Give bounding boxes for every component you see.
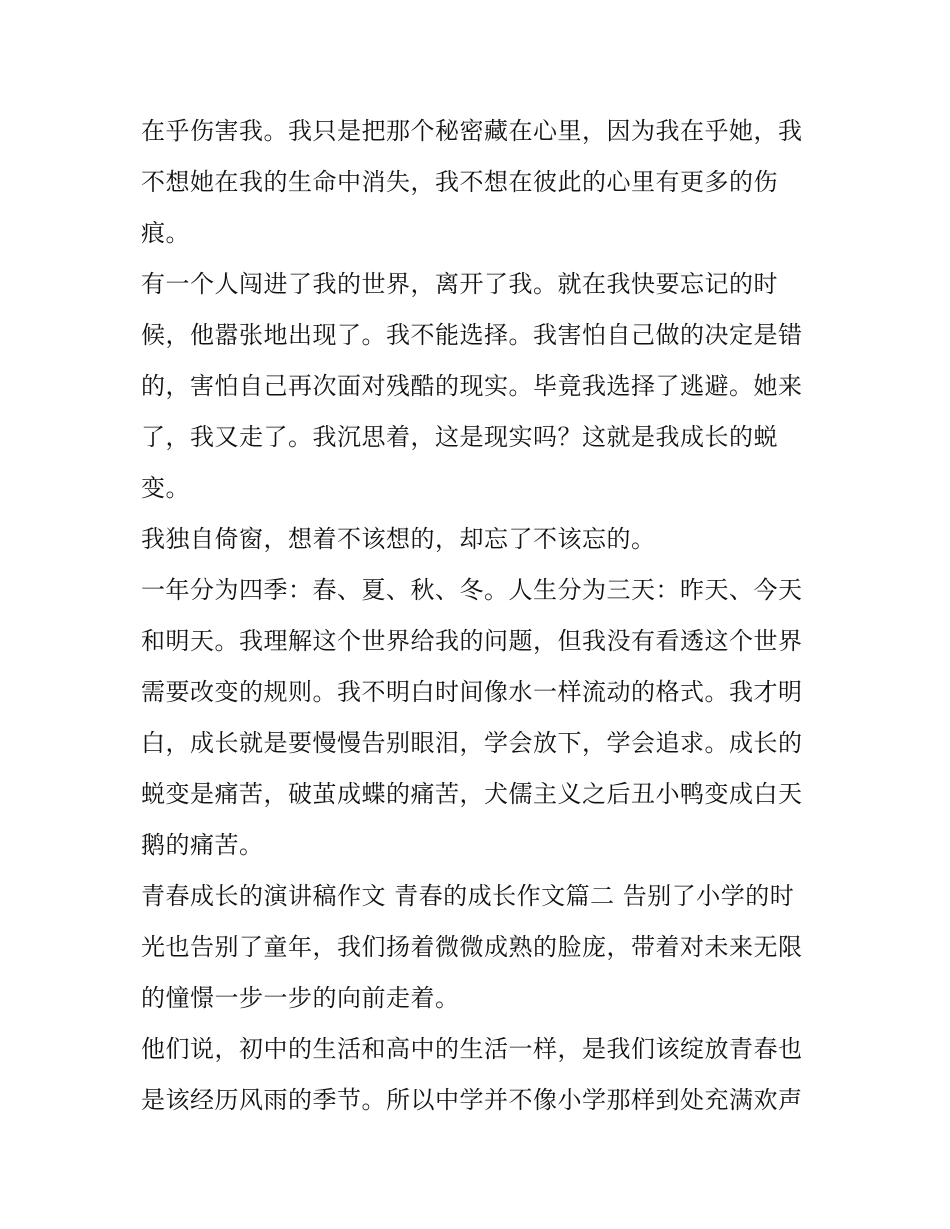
paragraph-2: 有一个人闯进了我的世界，离开了我。就在我快要忘记的时候，他嚣张地出现了。我不能选择。我害怕自己做的决定是错的，害怕自己再次面对残酷的现实。毕竟我选择了逃避。她来了，我又走了。我沉思着，这是现实吗？这就是我成长的蜕变。	[141, 270, 803, 502]
paragraph-3: 我独自倚窗，想着不该想的，却忘了不该忘的。	[141, 525, 656, 553]
paragraph-4: 一年分为四季：春、夏、秋、冬。人生分为三天：昨天、今天和明天。我理解这个世界给我的问题，但我没有看透这个世界需要改变的规则。我不明白时间像水一样流动的格式。我才明白，成长就是要慢慢告别眼泪，学会放下，学会追求。成长的蜕变是痛苦，破茧成蝶的痛苦，犬儒主义之后丑小鸭变成白天鹅的痛苦。	[141, 576, 803, 859]
document-body	[141, 106, 816, 1126]
paragraph-5: 青春成长的演讲稿作文 青春的成长作文篇二 告别了小学的时光也告别了童年，我们扬着微微成熟的脸庞，带着对未来无限的憧憬一步一步的向前走着。	[141, 882, 803, 1012]
paragraph-6: 他们说，初中的生活和高中的生活一样，是我们该绽放青春也是该经历风雨的季节。所以中学并不像小学那样到处充满欢声	[141, 1035, 803, 1114]
paragraph-1: 在乎伤害我。我只是把那个秘密藏在心里，因为我在乎她，我不想她在我的生命中消失，我不想在彼此的心里有更多的伤痕。	[141, 117, 803, 247]
